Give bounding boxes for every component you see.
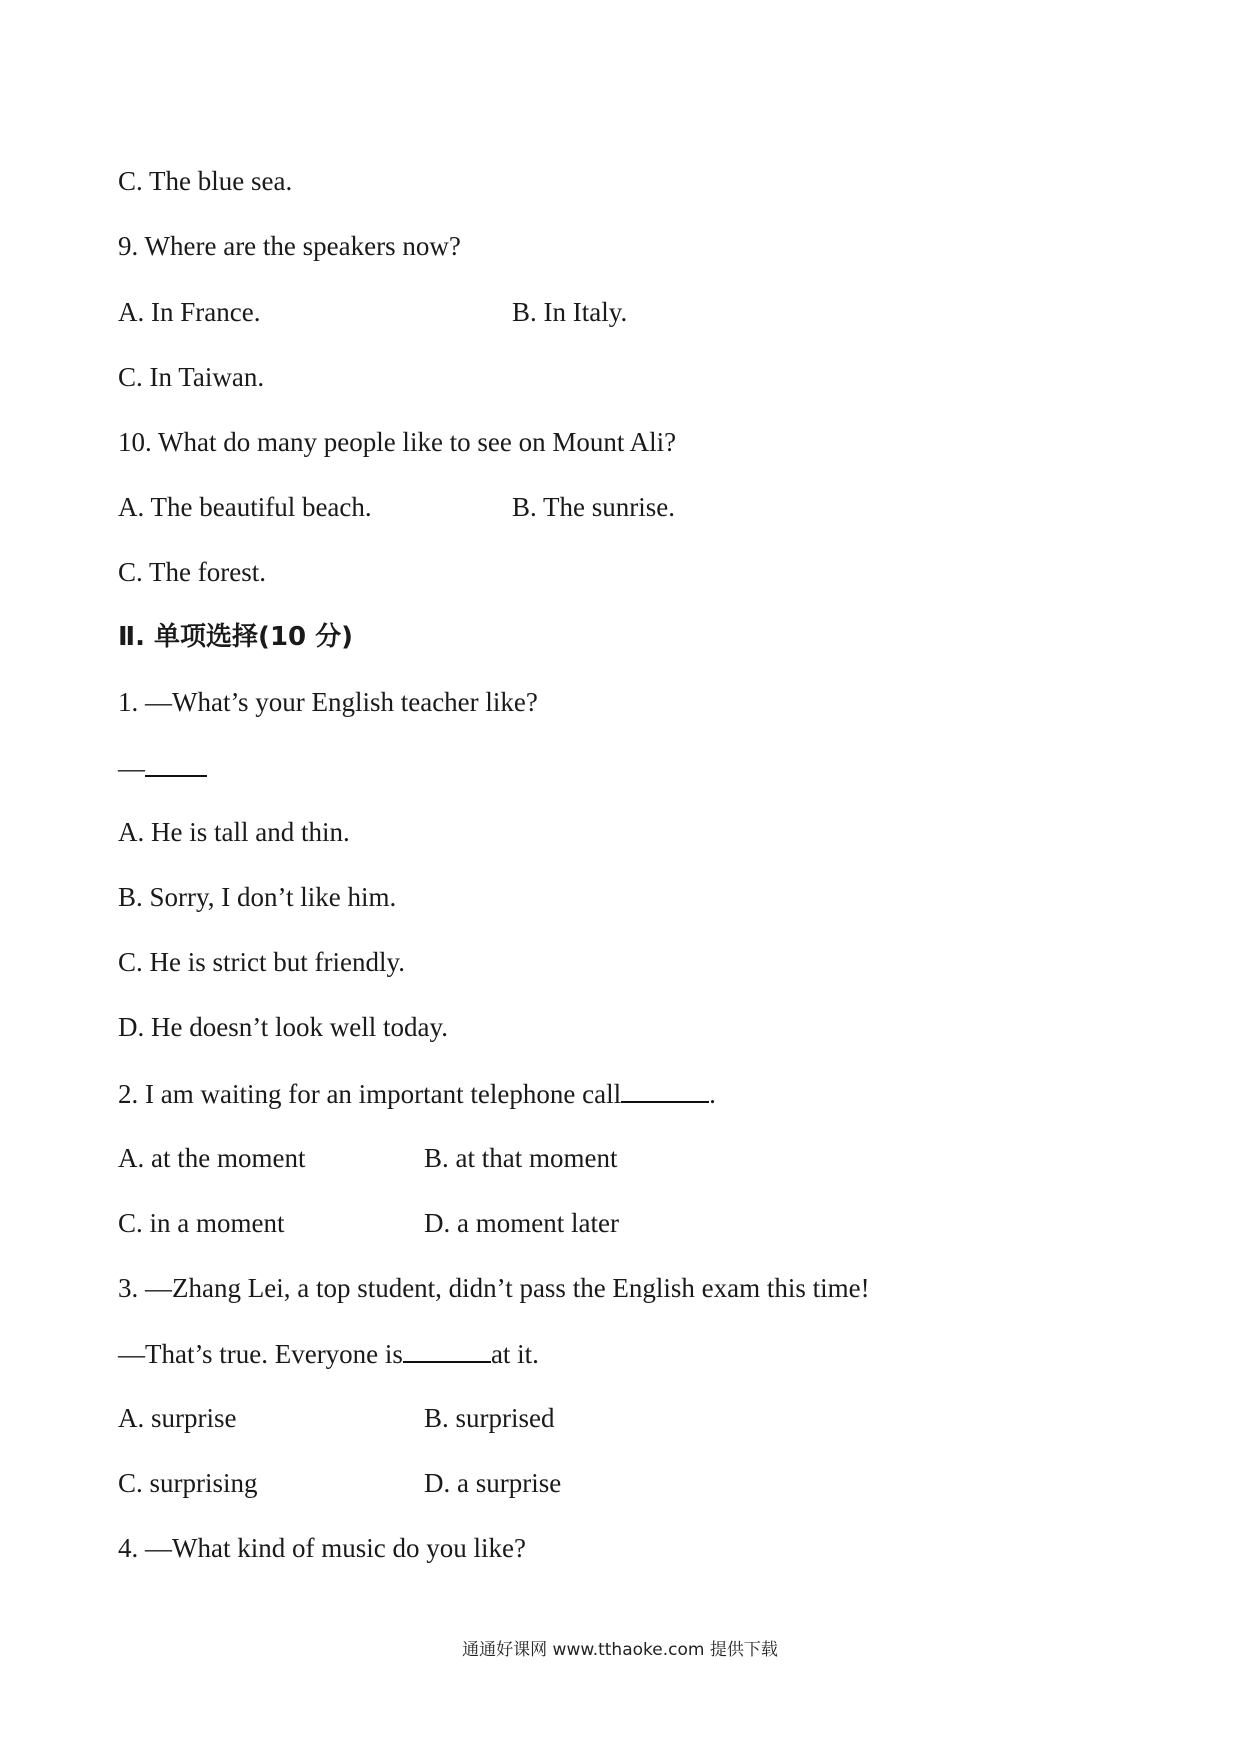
s2-q2-option-d: D. a moment later bbox=[424, 1208, 619, 1238]
q9-option-c: C. In Taiwan. bbox=[118, 362, 265, 392]
page-footer: 通通好课网 www.tthaoke.com 提供下载 bbox=[462, 1640, 778, 1660]
s2-q3-option-b: B. surprised bbox=[424, 1403, 555, 1433]
s2-q3-reply bbox=[118, 1337, 539, 1370]
s2-q3-question: 3. —Zhang Lei, a top student, didn’t pass the English exam this time! bbox=[118, 1273, 870, 1303]
s2-q1-answer-dash: — bbox=[118, 753, 145, 783]
q8-option-c: C. The blue sea. bbox=[118, 166, 293, 196]
answer-blank bbox=[403, 1337, 491, 1363]
s2-q1-option-a: A. He is tall and thin. bbox=[118, 817, 350, 847]
s2-q3-reply-text: —That’s true. Everyone is bbox=[118, 1339, 403, 1369]
q10-option-b: B. The sunrise. bbox=[512, 492, 675, 522]
s2-q2-question-end: . bbox=[709, 1079, 716, 1109]
s2-q1-question: 1. —What’s your English teacher like? bbox=[118, 687, 538, 717]
q9-option-b: B. In Italy. bbox=[512, 297, 628, 327]
section-heading: Ⅱ. 单项选择(10 分) bbox=[118, 622, 354, 652]
q9-option-a: A. In France. bbox=[118, 297, 261, 327]
s2-q3-reply-end: at it. bbox=[490, 1339, 539, 1369]
s2-q2-option-c: C. in a moment bbox=[118, 1208, 285, 1238]
s2-q1-option-c: C. He is strict but friendly. bbox=[118, 947, 405, 977]
s2-q3-option-d: D. a surprise bbox=[424, 1468, 562, 1498]
s2-q3-option-c: C. surprising bbox=[118, 1468, 258, 1498]
s2-q3-option-a: A. surprise bbox=[118, 1403, 237, 1433]
answer-blank bbox=[145, 751, 207, 777]
q10-question: 10. What do many people like to see on Mount Ali? bbox=[118, 427, 677, 457]
s2-q4-question: 4. —What kind of music do you like? bbox=[118, 1533, 526, 1563]
s2-q1-answer-line bbox=[118, 751, 207, 784]
q10-option-c: C. The forest. bbox=[118, 557, 266, 587]
s2-q2-question bbox=[118, 1077, 716, 1110]
s2-q2-question-text: 2. I am waiting for an important telephone call bbox=[118, 1079, 622, 1109]
q10-option-a: A. The beautiful beach. bbox=[118, 492, 372, 522]
s2-q2-option-a: A. at the moment bbox=[118, 1143, 306, 1173]
s2-q2-option-b: B. at that moment bbox=[424, 1143, 618, 1173]
s2-q1-option-d: D. He doesn’t look well today. bbox=[118, 1012, 448, 1042]
s2-q1-option-b: B. Sorry, I don’t like him. bbox=[118, 882, 397, 912]
q9-question: 9. Where are the speakers now? bbox=[118, 231, 461, 261]
answer-blank bbox=[621, 1077, 709, 1103]
